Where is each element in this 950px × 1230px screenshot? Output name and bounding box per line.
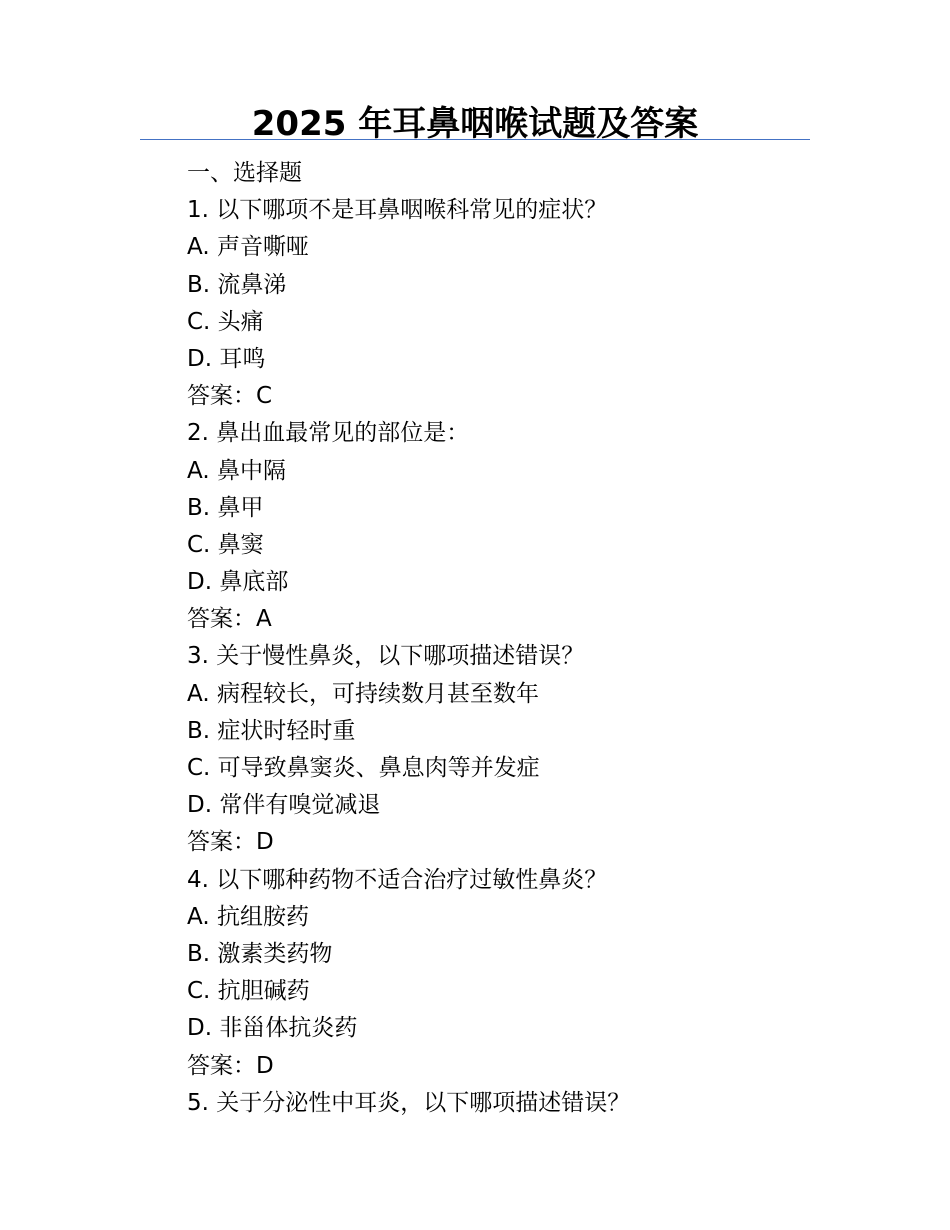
question-1 [187, 192, 827, 415]
question-2 [187, 415, 827, 638]
option-b: B. 激素类药物 [187, 940, 333, 967]
answer-line: 答案：A [187, 606, 272, 633]
document-title: 2025 年耳鼻咽喉试题及答案 [251, 104, 699, 144]
option-a: A. 声音嘶哑 [187, 234, 309, 261]
document-body [187, 155, 827, 1122]
question-3 [187, 638, 827, 861]
option-d: D. 鼻底部 [187, 569, 289, 596]
option-c: C. 可导致鼻窦炎、鼻息肉等并发症 [187, 755, 540, 781]
answer-line: 答案：C [187, 383, 273, 410]
question-stem: 4. 以下哪种药物不适合治疗过敏性鼻炎？ [187, 866, 608, 893]
section-heading: 一、选择题 [187, 160, 302, 186]
option-a: A. 鼻中隔 [187, 457, 286, 484]
option-b: B. 流鼻涕 [187, 271, 287, 298]
question-5 [187, 1085, 827, 1122]
option-d: D. 非甾体抗炎药 [187, 1015, 358, 1042]
title-underline [140, 139, 810, 140]
option-b: B. 症状时轻时重 [187, 717, 356, 744]
option-d: D. 常伴有嗅觉减退 [187, 792, 381, 819]
question-stem: 3. 关于慢性鼻炎，以下哪项描述错误？ [187, 643, 585, 670]
option-a: A. 病程较长，可持续数月甚至数年 [187, 680, 539, 707]
question-stem: 1. 以下哪项不是耳鼻咽喉科常见的症状？ [187, 197, 608, 224]
question-stem: 5. 关于分泌性中耳炎，以下哪项描述错误？ [187, 1089, 631, 1116]
option-c: C. 头痛 [187, 308, 264, 335]
option-b: B. 鼻甲 [187, 494, 264, 521]
question-4 [187, 862, 827, 1085]
answer-line: 答案：D [187, 1052, 274, 1079]
answer-line: 答案：D [187, 829, 274, 856]
option-a: A. 抗组胺药 [187, 903, 309, 930]
question-stem: 2. 鼻出血最常见的部位是： [187, 420, 470, 447]
option-d: D. 耳鸣 [187, 345, 266, 372]
option-c: C. 鼻窦 [187, 531, 264, 558]
option-c: C. 抗胆碱药 [187, 978, 310, 1005]
